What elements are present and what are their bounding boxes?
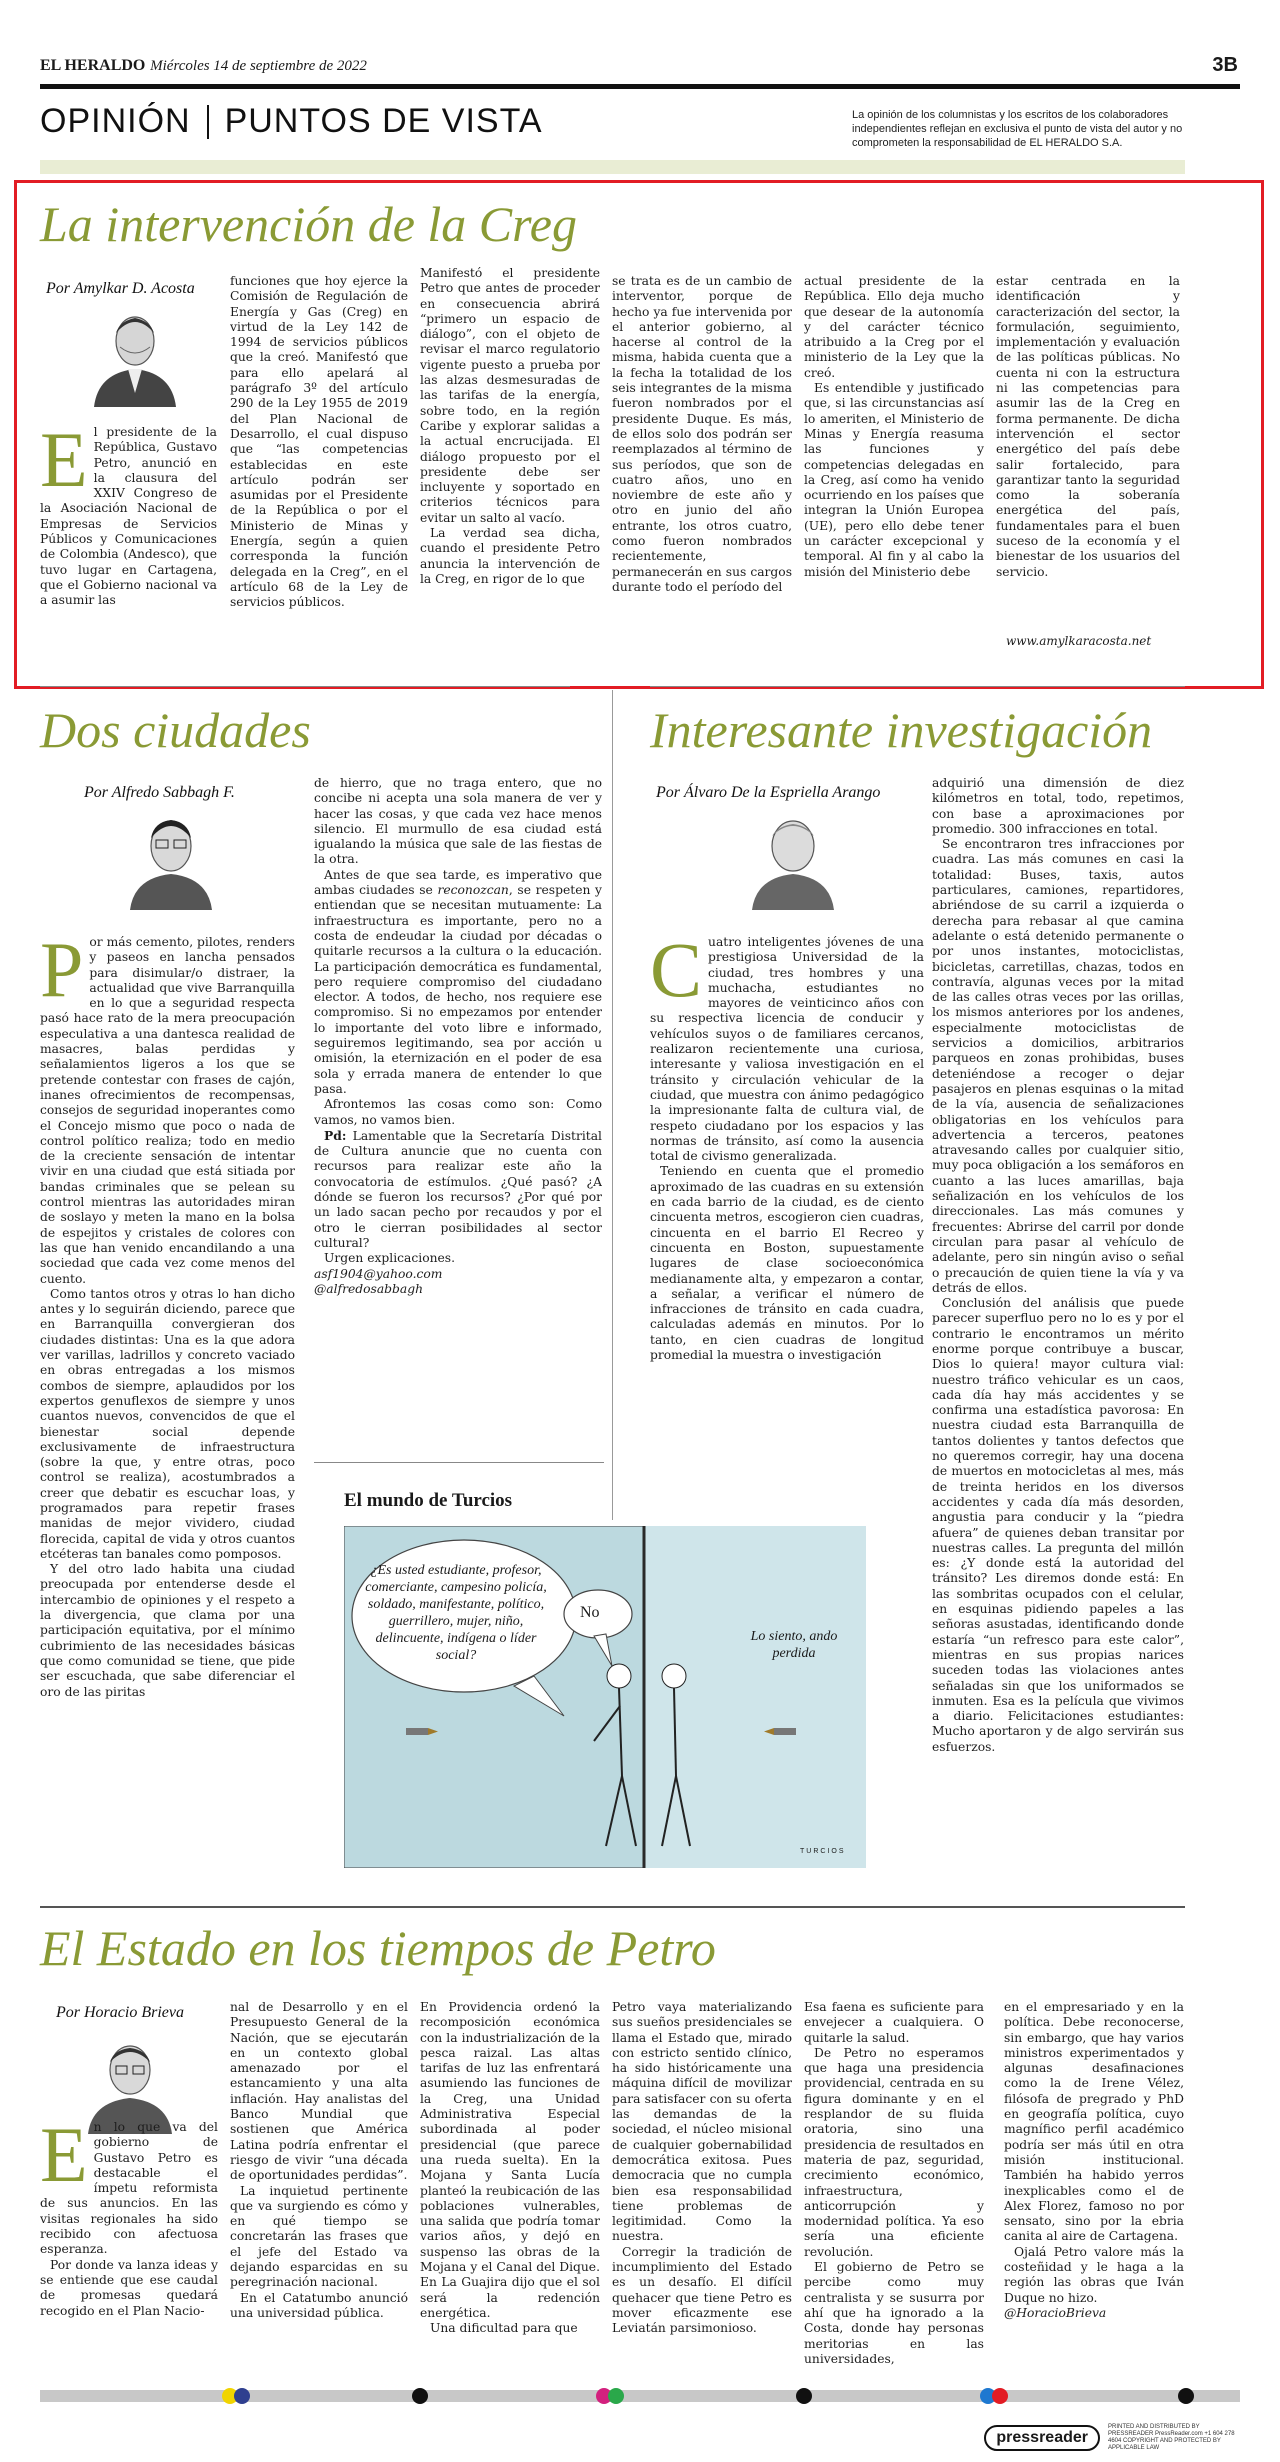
paragraph: La inquietud pertinente que va surgiendo es cómo y en qué tiempo se concretarán las frases que el jefe del Estado va dejando esparcidas en su peregrinación nacional. bbox=[230, 2183, 408, 2290]
divider bbox=[40, 686, 570, 687]
cartoon-bubble-question: ¿Es usted estudiante, profesor, comerciante, campesino policía, soldado, manifestante, político, guerrillero, mujer, niño, delincuente, indígena o líder social? bbox=[365, 1563, 547, 1663]
article4-col2 bbox=[230, 2000, 408, 2382]
paragraph bbox=[314, 1128, 602, 1251]
paragraph: En el Catatumbo anunció una universidad pública. bbox=[230, 2290, 408, 2320]
section-separator bbox=[207, 105, 209, 139]
paragraph: Urgen explicaciones. bbox=[324, 1251, 456, 1266]
article2-col2 bbox=[314, 776, 602, 1416]
article1-title: La intervención de la Creg bbox=[40, 196, 577, 252]
section-band bbox=[40, 160, 1185, 174]
section-title bbox=[40, 102, 543, 141]
paragraph: de hierro, que no traga entero, que no concibe ni acepta una sola manera de ver y hacer las cosas, y que cada vez hace menos silencio. El murmullo de esa ciudad está igualando la música que sale de las fiestas de la otra. bbox=[314, 776, 602, 867]
article1-col5 bbox=[804, 274, 984, 652]
divider bbox=[650, 686, 1185, 687]
article4-col5 bbox=[804, 2000, 984, 2382]
article1-col2: funciones que hoy ejerce la Comisión de Regulación de Energía y Gas (Creg) en virtud de la Ley 142 de 1994 de servicios públicos que la creó. Manifestó que para ello apelará al parágrafo 3º del artículo 290 de la Ley 1955 de 2019 del Plan Nacional de Desarrollo, el cual dispuso que “las competencias establecidas en este artículo podrán ser asumidas por el Presidente de la República o por el Ministerio de Minas y Energía, según a quien corresponda la función delegada en la Creg”, en el artículo 68 de la Ley de servicios públicos. bbox=[230, 274, 408, 610]
paragraph: Afrontemos las cosas como son: Como vamos, no vamos bien. bbox=[314, 1097, 602, 1127]
registration-dot-blue bbox=[234, 2388, 250, 2404]
paragraph: actual presidente de la República. Ello deja mucho que desear de la autonomía y del carácter técnico atribuido a la Creg por el ministerio de la Ley que la creó. bbox=[804, 274, 984, 380]
paragraph: nal de Desarrollo y en el Presupuesto General de la Nación, que se ejecutarán en un contexto global amenazado por el estancamiento y una alta inflación. Hay analistas del Banco Mundial que sostienen que América Latina podría enfrentar el riesgo de vivir “una década de oportunidades perdidas”. bbox=[230, 2000, 408, 2183]
article3-dropcap: C bbox=[650, 935, 703, 1013]
page-number: 3B bbox=[1212, 54, 1238, 76]
paragraph: Como tantos otros y otras lo han dicho antes y lo seguirán diciendo, parece que en Barranquilla convergieran dos ciudades distintas: Una es la que adora ver varillas, ladrillos y concreto vaciado en obras entregadas a los mismos combos de siempre, aplaudidos por los expertos genuflexos de siempre y unos cuantos nuevos, convencidos de que el bienestar social depende exclusivamente de infraestructura (sobre la que, y entre otras, poco control se realiza), acostumbrados a creer que debatir es escuchar loas, y programados para repetir frases manidas de mejor vividero, ciudad florecida, capital de vida y otros cuantos etcéteras tan banales como pomposos. bbox=[40, 1286, 295, 1561]
article3-byline: Por Álvaro De la Espriella Arango bbox=[656, 784, 881, 801]
pressreader-notice: PRINTED AND DISTRIBUTED BY PRESSREADER PressReader.com +1 604 278 4604 COPYRIGHT AND PROTECTED BY APPLICABLE LAW bbox=[1108, 2424, 1235, 2451]
article4-dropcap: E bbox=[40, 2120, 88, 2198]
author-twitter[interactable]: @HoracioBrieva bbox=[1004, 2305, 1107, 2320]
author-portrait-acosta bbox=[90, 303, 180, 407]
article4-col3 bbox=[420, 2000, 600, 2382]
issue-date: Miércoles 14 de septiembre de 2022 bbox=[150, 58, 367, 74]
paragraph: Corregir la tradición de incumplimiento del Estado es un desafío. El difícil quehacer que tiene Petro es mover eficazmente ese Leviatán parsimonioso. bbox=[612, 2244, 792, 2336]
author-portrait-sabbagh bbox=[126, 806, 216, 910]
text-run: , se respeten y entiendan que se necesitan mutuamente: La infraestructura es importante, pero no a costa de endeudar la ciudad por décadas o quitarle recursos a la cultura o la educación. La participación democrática es fundamental, pero requiere compromiso del ciudadano elector. A todos, de hecho, nos requiere ese compromiso. Si no empezamos por entender lo importante del voto libre e informado, seguiremos legitimando, sea por acción u omisión, la eternización en el poder de esa sola y errada manera de entender lo que pasa. bbox=[314, 883, 602, 1096]
paragraph: Conclusión del análisis que puede parecer superfluo pero no lo es y por el contrario le encontramos un mérito enorme porque contribuye a buscar, Dios lo quiera! mayor cultura vial: nuestro tráfico vehicular es un caos, cada día hay más accidentes y se confirma una estadística pavorosa: En nuestra ciudad esta Barranquilla de tantos dolientes y tantos defectos que no queremos corregir, hay una docena de muertos en motocicletas al mes, más de treinta heridos en los diversos accidentes y cada día más desorden, angustia para conducir y la “piedra afuera” de quienes deban transitar por nuestras calles. La pregunta del millón es: ¿Y donde está la autoridad del tránsito? Les diremos donde está: En las sombritas ocupados con el celular, en esquinas pidiendo papeles a las señoras asustadas, identificando donde estaría “un refresco para este calor”, mientras en sus propias narices suceden todas las violaciones antes señaladas sin que los uniformados se inmuten. Esa es la película que vivimos a diario. Felicitaciones estudiantes: Mucho aportaron y de algo servirán sus esfuerzos. bbox=[932, 1296, 1184, 1754]
registration-dot-black bbox=[412, 2388, 428, 2404]
paragraph: En Providencia ordenó la recomposición económica con la industrialización de la pesca raizal. Las altas tarifas de luz las enfrentará asumiendo las funciones de la Creg, una Unidad Administrativa Especial subordinada al poder presidencial (que parece una rueda suelta). En la Mojana y Santa Lucía planteó la reubicación de las poblaciones vulnerables, una salida que podría tomar varios años, y dejó en suspenso las obras de la Mojana y el Canal del Dique. En La Guajira dijo que el sol será la redención energética. bbox=[420, 2000, 600, 2320]
pressreader-footer bbox=[984, 2424, 1238, 2452]
paragraph: Ojalá Petro valore más la costeñidad y le haga a la región las obras que Iván Duque no hizo. bbox=[1004, 2244, 1184, 2305]
article4-col1 bbox=[40, 2120, 218, 2382]
registration-dot-black bbox=[796, 2388, 812, 2404]
paragraph: Teniendo en cuenta que el promedio aproximado de las cuadras en su extensión en cada barrio de la ciudad, es de ciento cincuenta metros, escogieron cien cuadras, cincuenta en el barrio El Recreo y cincuenta en Boston, supuestamente lugares de clase socioeconómica medianamente alta, y empezaron a contar, a señalar, a verificar el número de infracciones de tránsito en cada cuadra, calculadas además en minutos. Por lo tanto, en cien cuadras de longitud promedial la muestra o investigación bbox=[650, 1164, 924, 1363]
disclaimer: La opinión de los columnistas y los escritos de los colaboradores independientes reflejan en exclusiva el punto de vista del autor y no comprometen la responsabilidad de EL HERALDO S.A. bbox=[852, 109, 1183, 149]
paragraph: Una dificultad para que bbox=[430, 2321, 578, 2336]
article2-col1 bbox=[40, 935, 295, 1795]
article1-dropcap: E bbox=[40, 425, 88, 503]
author-portrait-brieva bbox=[84, 2030, 176, 2134]
paragraph: or más cemento, pilotes, renders y paseos en lancha pensados para disimular/o distraer, la actualidad que vive Barranquilla en lo que a seguridad respecta pasó hace rato de la mera preocupación especulativa a una dantesca realidad de masacres, balas perdidas y señalamientos ligeros a los que se pretende contestar con frases de cajón, inanes ofrecimientos de recompensas, consejos de seguridad inoperantes como el Concejo mismo que poco o nada de control político realiza; todo en medio de la creciente sensación de intentar vivir en una ciudad que está sitiada por bandas criminales que se pelean su control mientras las autoridades miran de soslayo y meten la mano en la bolsa de espejitos y cristales de colores con las que han venido encandilando a una sociedad que cada vez come menos del cuento. bbox=[40, 935, 295, 1286]
article2-dropcap: P bbox=[40, 935, 84, 1013]
article1-col6: estar centrada en la identificación y caracterización del sector, la formulación, seguimiento, implementación y evaluación de las políticas públicas. No cuenta ni con la estructura ni las competencias para asumir las de la Creg en forma permanente. De dicha intervención el sector energético del país debe salir fortalecido, para garantizar tanto la seguridad como la soberanía energética del país, fundamentales para el buen suceso de la economía y el bienestar de los usuarios del servicio. bbox=[996, 274, 1180, 579]
column-divider bbox=[612, 690, 613, 1520]
article1-byline: Por Amylkar D. Acosta bbox=[46, 280, 195, 297]
paragraph: El gobierno de Petro se percibe como muy centralista y se susurra por ahí que ha ignorado a la Costa, donde hay personas meritorias en las universidades, bbox=[804, 2260, 984, 2366]
article1-col1 bbox=[40, 425, 217, 650]
paragraph: De Petro no esperamos que haga una presidencia providencial, centrada en su figura dominante y en el resplandor de su fluida oratoria, sino una presidencia de resultados en materia de paz, seguridad, crecimiento económico, infraestructura, anticorrupción y modernidad política. Ya eso sería una eficiente revolución. bbox=[804, 2045, 984, 2259]
article4-col4 bbox=[612, 2000, 792, 2382]
cartoon-bubble-answer: No bbox=[580, 1604, 600, 1621]
text-run: Antes de que sea tarde, es imperativo que ambas ciudades se bbox=[314, 867, 602, 898]
section-right: PUNTOS DE VISTA bbox=[224, 102, 543, 140]
paragraph: Manifestó el presidente Petro que antes de proceder en consecuencia abrirá “primero un espacio de diálogo”, con el objeto de revisar el marco regulatorio vigente puesto a prueba por las alzas desmesuradas de las tarifas de la energía, sobre todo, en la región Caribe y explorar salidas a la actual encrucijada. El diálogo propuesto por el presidente debe ser incluyente y soportado en criterios técnicos para evitar un salto al vacío. bbox=[420, 266, 600, 525]
article1-website: www.amylkaracosta.net bbox=[1006, 634, 1152, 648]
registration-dot-green bbox=[608, 2388, 624, 2404]
text-run-emphasis: reconozcan bbox=[437, 883, 509, 898]
paragraph: adquirió una dimensión de diez kilómetros en total, todo, repetimos, con base a aproximaciones por promedio. 300 infracciones en total. bbox=[932, 776, 1184, 836]
registration-dot-red bbox=[992, 2388, 1008, 2404]
article4-col6 bbox=[1004, 2000, 1184, 2382]
paragraph: Esa faena es suficiente para envejecer a cualquiera. O quitarle la salud. bbox=[804, 2000, 984, 2045]
pressreader-logo[interactable]: pressreader bbox=[984, 2425, 1100, 2451]
article3-col1 bbox=[650, 935, 924, 1455]
author-email[interactable]: asf1904@yahoo.com bbox=[314, 1266, 443, 1281]
text-run: Lamentable que la Secretaría Distrital de Cultura anuncie que no cuenta con recursos para realizar este año la convocatoria de estímulos. ¿Qué pasó? ¿A dónde se fueron los recursos? ¿Por qué por un lado sacan pecho por recaudos y por el otro le cierran posibilidades al sector cultural? bbox=[314, 1128, 602, 1250]
author-portrait-espriella bbox=[748, 806, 838, 910]
paragraph: Por donde va lanza ideas y se entiende que ese caudal de promesas quedará recogido en el Plan Nacio- bbox=[40, 2257, 218, 2318]
paragraph: La verdad sea dicha, cuando el presidente Petro anuncia la intervención de la Creg, en rigor de lo que bbox=[420, 526, 600, 586]
cartoon-caption-right: Lo siento, ando perdida bbox=[750, 1629, 838, 1661]
article1-col4: se trata es de un cambio de interventor, porque de hecho ya fue intervenida por el anterior gobierno, al hacerse al control de la misma, habida cuenta que a la fecha la totalidad de los seis integrantes de la misma fueron nombrados por el presidente Duque. Es más, de ellos solo dos podrán ser reemplazados al término de sus períodos, que son de cuatro años, uno en noviembre de este año y otro en junio del año entrante, los otros cuatro, como fueron nombrados recientemente, permanecerán en sus cargos durante todo el período del bbox=[612, 274, 792, 594]
masthead bbox=[40, 56, 367, 75]
article1-col3 bbox=[420, 266, 600, 652]
author-twitter[interactable]: @alfredosabbagh bbox=[314, 1281, 424, 1296]
article3-title: Interesante investigación bbox=[650, 702, 1153, 758]
paragraph: Se encontraron tres infracciones por cuadra. Las más comunes en casi la totalidad: Buses, taxis, autos particulares, camiones, repartidores, abriéndose de su carril a izquierda o derecha para rebasar al que camina adelante o está detenido permanente o por unos instantes, motociclistas, bicicletas, carretillas, chazas, todos en contravía, algunas veces por la mitad de las calles otras veces por las orillas, los mismos anteriores por los andenes, especialmente motociclistas de servicios a domicilios, arbitrarios parqueos en zonas prohibidas, buses deteniéndose a recoger o dejar pasajeros en plenas esquinas o la mitad de la vía, ausencia de señalizaciones obligatorias en los vehículos para advertencia a terceros, peatones atravesando calles por cualquier sitio, muy poca obligación a los semáforos en cuanto a las luces amarillas, baja señalización en los vehículos de los direccionales. Las más comunes y frecuentes: Abrirse del carril por donde circulan para pasar al vehículo de adelante, pero sin ningún aviso o señal o precaución de quien tiene la vía y va detrás de ellos. bbox=[932, 837, 1184, 1295]
paragraph bbox=[314, 868, 602, 1097]
divider bbox=[40, 1906, 1185, 1908]
article2-title: Dos ciudades bbox=[40, 702, 311, 758]
article3-col2 bbox=[932, 776, 1184, 1896]
paper-name: EL HERALDO bbox=[40, 57, 146, 74]
pd-label: Pd: bbox=[324, 1127, 347, 1143]
masthead-rule bbox=[40, 84, 1240, 89]
article4-title: El Estado en los tiempos de Petro bbox=[40, 1920, 716, 1976]
registration-dot-black bbox=[1178, 2388, 1194, 2404]
paragraph: Y del otro lado habita una ciudad preocupada por entenderse desde el intercambio de opiniones y el respeto a la divergencia, que clama por una participación equitativa, por el mínimo cubrimiento de las necesidades básicas que como comunidad se tiene, que pide ser escuchada, que sabe diferenciar el oro de las piritas bbox=[40, 1562, 295, 1699]
paragraph: Petro vaya materializando sus sueños presidenciales se llama el Estado que, mirado con estricto sentido clínico, ha sido históricamente una máquina difícil de movilizar para satisfacer con su oferta las demandas de la sociedad, el núcleo misional de cualquier gobernabilidad democrática exitosa. Pues democracia que no cumpla bien esa responsabilidad tiene problemas de legitimidad. Como la nuestra. bbox=[612, 2000, 792, 2244]
paragraph: Es entendible y justificado que, si las circunstancias así lo ameriten, el Ministerio de Minas y Energía reasuma las funciones y competencias delegadas en la Creg, así como ha venido ocurriendo en los países que integran la Unión Europea (UE), pero ello debe tener un carácter excepcional y temporal. Al fin y al cabo la misión del Ministerio debe bbox=[804, 381, 984, 579]
cartoon-title: El mundo de Turcios bbox=[344, 1490, 513, 1511]
article2-byline: Por Alfredo Sabbagh F. bbox=[84, 784, 235, 801]
article1-text: l presidente de la República, Gustavo Petro, anunció en la clausura del XXIV Congreso de la Asociación Nacional de Empresas de Servicios Públicos y Comunicaciones de Colombia (Andesco), que tuvo lugar en Cartagena, que el Gobierno nacional va a asumir las bbox=[40, 425, 217, 608]
paragraph: n lo que va del gobierno de Gustavo Petro es destacable el ímpetu reformista de sus anuncios. En las visitas regionales ha sido recibido con afectuosa esperanza. bbox=[40, 2120, 218, 2257]
paragraph: uatro inteligentes jóvenes de una prestigiosa Universidad de la ciudad, tres hombres y una muchacha, estudiantes no mayores de veinticinco años con su respectiva licencia de conducir y vehículos suyos o de familiares cercanos, realizaron recientemente una curiosa, interesante y valiosa investigación en el tránsito y circulación vehicular de la ciudad, que muestra con ánimo pedagógico la impresionante falta de cultura vial, de respeto ciudadano por los espacios y las normas de tránsito, así como la ausencia total de civismo generalizada. bbox=[650, 935, 924, 1164]
section-left: OPINIÓN bbox=[40, 102, 191, 140]
cartoon-signature: TURCIOS bbox=[800, 1848, 846, 1855]
article4-byline: Por Horacio Brieva bbox=[56, 2004, 184, 2021]
paragraph: en el empresariado y en la política. Debe reconocerse, sin embargo, que hay varios ministros experimentados y algunas desafinaciones como la de Irene Vélez, filósofa de pregrado y PhD en geografía política, cuyo magnífico perfil académico podría ser más útil en otra misión institucional. También ha habido yerros inexplicables como el de Alex Florez, famoso no por sensato, sino por la ebria canita al aire de Cartagena. bbox=[1004, 2000, 1184, 2244]
registration-bar bbox=[40, 2390, 1240, 2402]
divider bbox=[314, 1462, 604, 1463]
